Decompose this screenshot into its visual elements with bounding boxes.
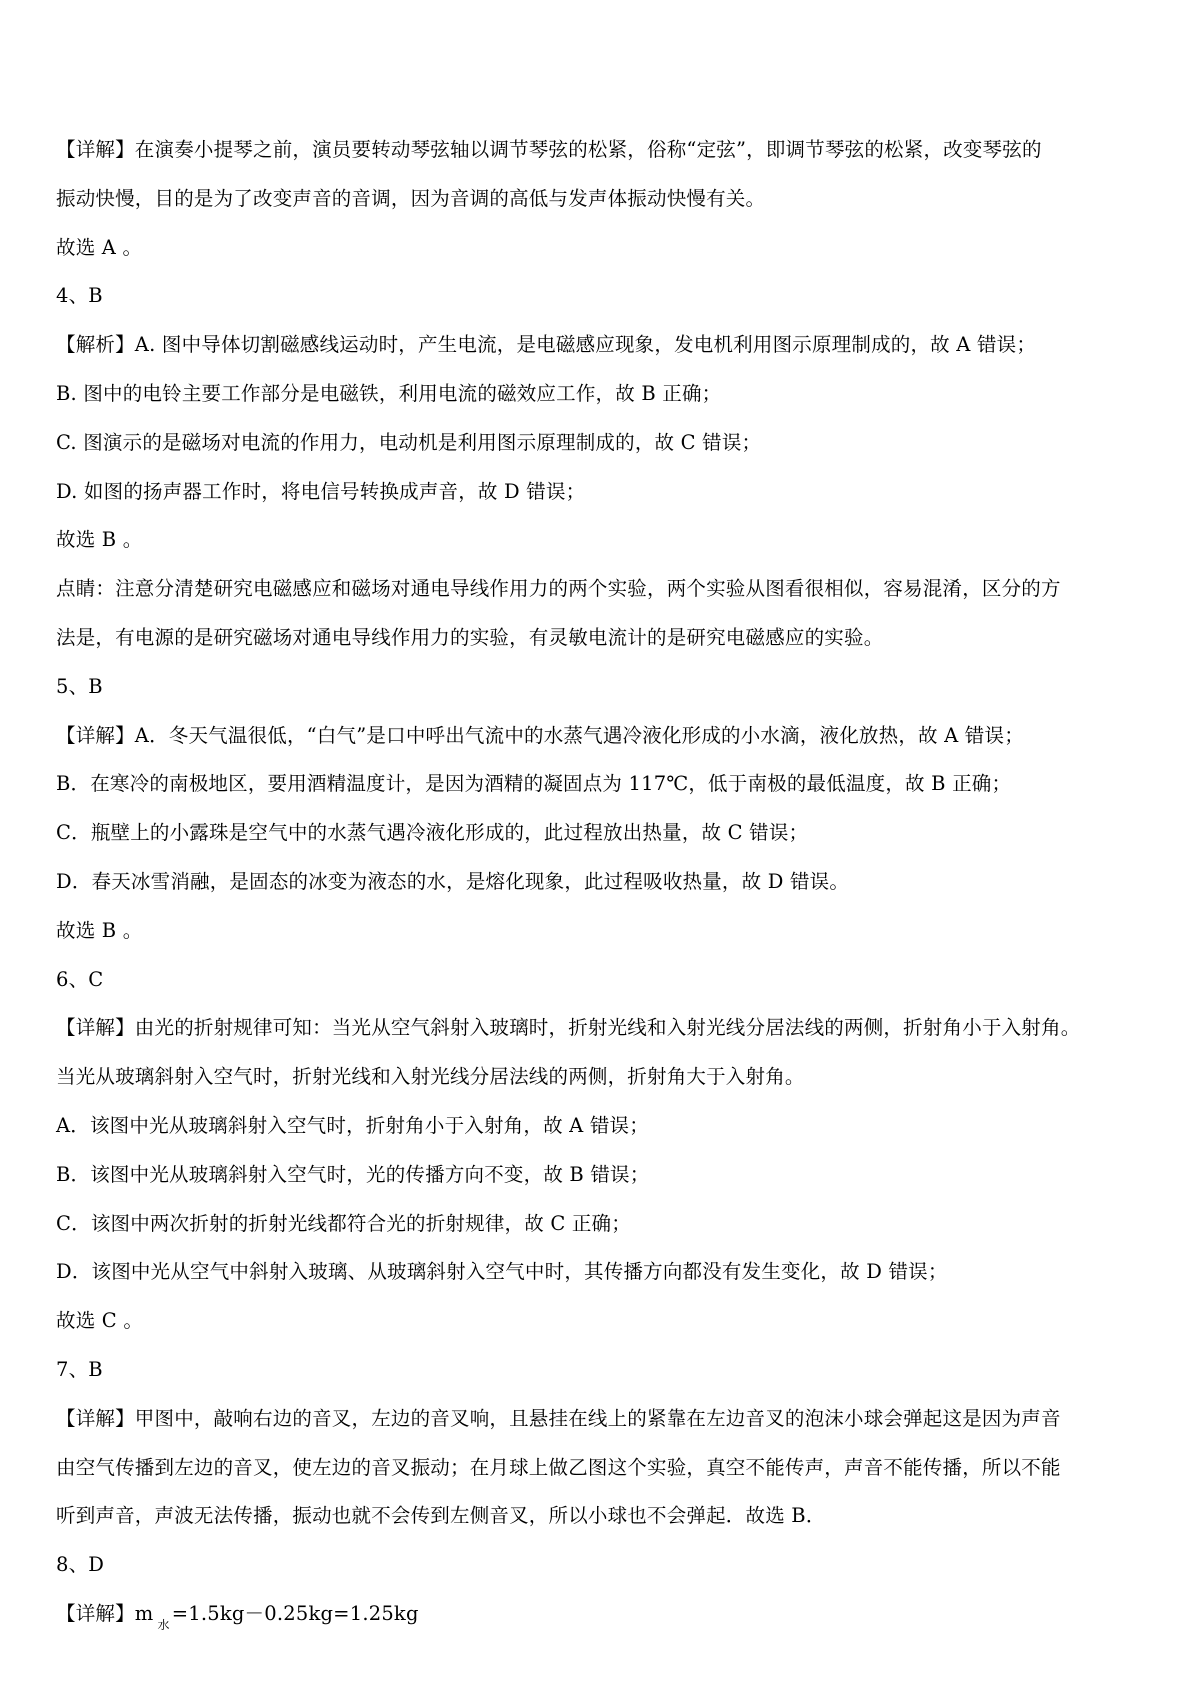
formula-suffix: =1.5kg－0.25kg=1.25kg [171, 1601, 419, 1625]
text-line: D．春天冰雪消融，是固态的冰变为液态的水，是熔化现象，此过程吸收热量，故 D 错误。 [56, 869, 850, 893]
text-line: 当光从玻璃斜射入空气时，折射光线和入射光线分居法线的两侧，折射角大于入射角。 [56, 1065, 805, 1089]
answer-heading: 4、B [56, 284, 103, 308]
text-line: 由空气传播到左边的音叉，使左边的音叉振动；在月球上做乙图这个实验，真空不能传声，声音不能传播，所以不能 [56, 1455, 1061, 1479]
text-line: 【详解】在演奏小提琴之前，演员要转动琴弦轴以调节琴弦的松紧，俗称“定弦”，即调节琴弦的松紧，改变琴弦的 [56, 138, 1042, 161]
text-line: 故选 B 。 [56, 528, 143, 552]
answer-heading: 8、D [56, 1553, 105, 1577]
text-line: C. 图演示的是磁场对电流的作用力，电动机是利用图示原理制成的，故 C 错误； [56, 430, 762, 454]
formula-subscript: 水 [157, 1617, 170, 1632]
text-line: C．瓶壁上的小露珠是空气中的水蒸气遇冷液化形成的，此过程放出热量，故 C 错误； [56, 821, 809, 845]
text-line: B．在寒冷的南极地区，要用酒精温度计，是因为酒精的凝固点为 117℃，低于南极的最低温度，故 B 正确； [56, 772, 1012, 796]
answer-heading: 7、B [56, 1357, 103, 1381]
text-line: B. 图中的电铃主要工作部分是电磁铁，利用电流的磁效应工作，故 B 正确； [56, 381, 722, 405]
text-line: 【详解】A．冬天气温很低，“白气”是口中呼出气流中的水蒸气遇冷液化形成的小水滴，液化放热，故 A 错误； [56, 723, 1024, 747]
text-line: 法是，有电源的是研究磁场对通电导线作用力的实验，有灵敏电流计的是研究电磁感应的实验。 [56, 625, 884, 649]
text-line: 故选 C 。 [56, 1309, 144, 1333]
text-line: C．该图中两次折射的折射光线都符合光的折射规律，故 C 正确； [56, 1211, 631, 1235]
formula-prefix: 【详解】m [56, 1601, 154, 1625]
answer-heading: 5、B [56, 674, 103, 698]
text-line: A．该图中光从玻璃斜射入空气时，折射角小于入射角，故 A 错误； [56, 1113, 649, 1137]
text-line: 【解析】A. 图中导体切割磁感线运动时，产生电流，是电磁感应现象，发电机利用图示原理制成的，故 A 错误； [56, 333, 1037, 357]
text-line: 听到声音，声波无法传播，振动也就不会传到左侧音叉，所以小球也不会弹起．故选 B． [56, 1504, 826, 1528]
text-line: 故选 A 。 [56, 235, 143, 259]
document-page [56, 126, 1146, 1641]
text-line: 点睛：注意分清楚研究电磁感应和磁场对通电导线作用力的两个实验，两个实验从图看很相似，容易混淆，区分的方 [56, 577, 1061, 601]
formula-line [56, 1590, 1146, 1641]
text-line: 振动快慢，目的是为了改变声音的音调，因为音调的高低与发声体振动快慢有关。 [56, 186, 766, 210]
text-line: 【详解】由光的折射规律可知：当光从空气斜射入玻璃时，折射光线和入射光线分居法线的两侧，折射角小于入射角。 [56, 1016, 1081, 1040]
text-line: D．该图中光从空气中斜射入玻璃、从玻璃斜射入空气中时，其传播方向都没有发生变化，故 D 错误； [56, 1260, 948, 1284]
text-line: B．该图中光从玻璃斜射入空气时，光的传播方向不变，故 B 错误； [56, 1162, 650, 1186]
answer-heading: 6、C [56, 967, 104, 991]
text-line: D. 如图的扬声器工作时，将电信号转换成声音，故 D 错误； [56, 479, 586, 503]
text-line: 故选 B 。 [56, 918, 143, 942]
text-line: 【详解】甲图中，敲响右边的音叉，左边的音叉响，且悬挂在线上的紧靠在左边音叉的泡沫小球会弹起这是因为声音 [56, 1406, 1061, 1430]
